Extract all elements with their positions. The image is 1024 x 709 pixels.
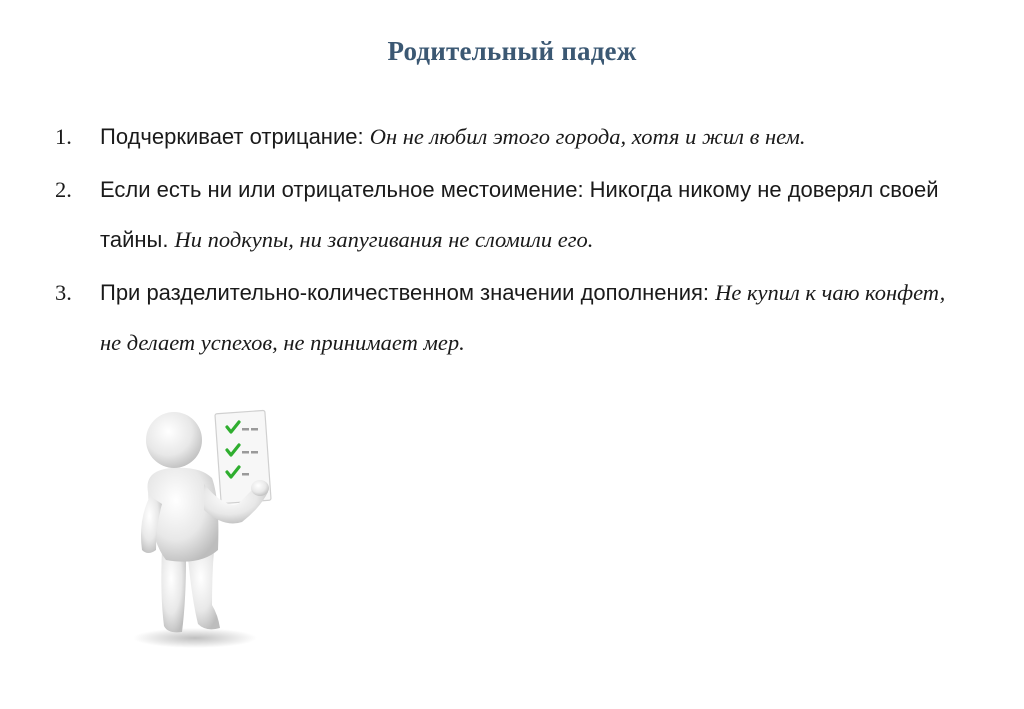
list-item [55,112,955,162]
list-item-number: 3. [55,280,72,305]
list-item-number: 2. [55,177,72,202]
list-item-text: При разделительно-количественном значении дополнения: [100,280,716,305]
list-item-example: Он не любил этого города, хотя и жил в нем. [369,124,806,149]
list-item-example: Не купил к чаю конфет, не делает успехов, не принимает мер. [100,280,946,355]
page-title: Родительный падеж [387,36,637,66]
list-item-example: Ни подкупы, ни запугивания не сломили его. [174,227,594,252]
list-item [55,165,955,265]
list-item-number: 1. [55,124,72,149]
person-with-checklist-icon [120,400,300,650]
list-item [55,268,955,368]
list-item-text: Если есть ни или отрицательное местоимение: Никогда никому не доверял своей тайны. [100,177,939,252]
list-item-text: Подчеркивает отрицание: [100,124,370,149]
case-usage-list [55,112,955,371]
